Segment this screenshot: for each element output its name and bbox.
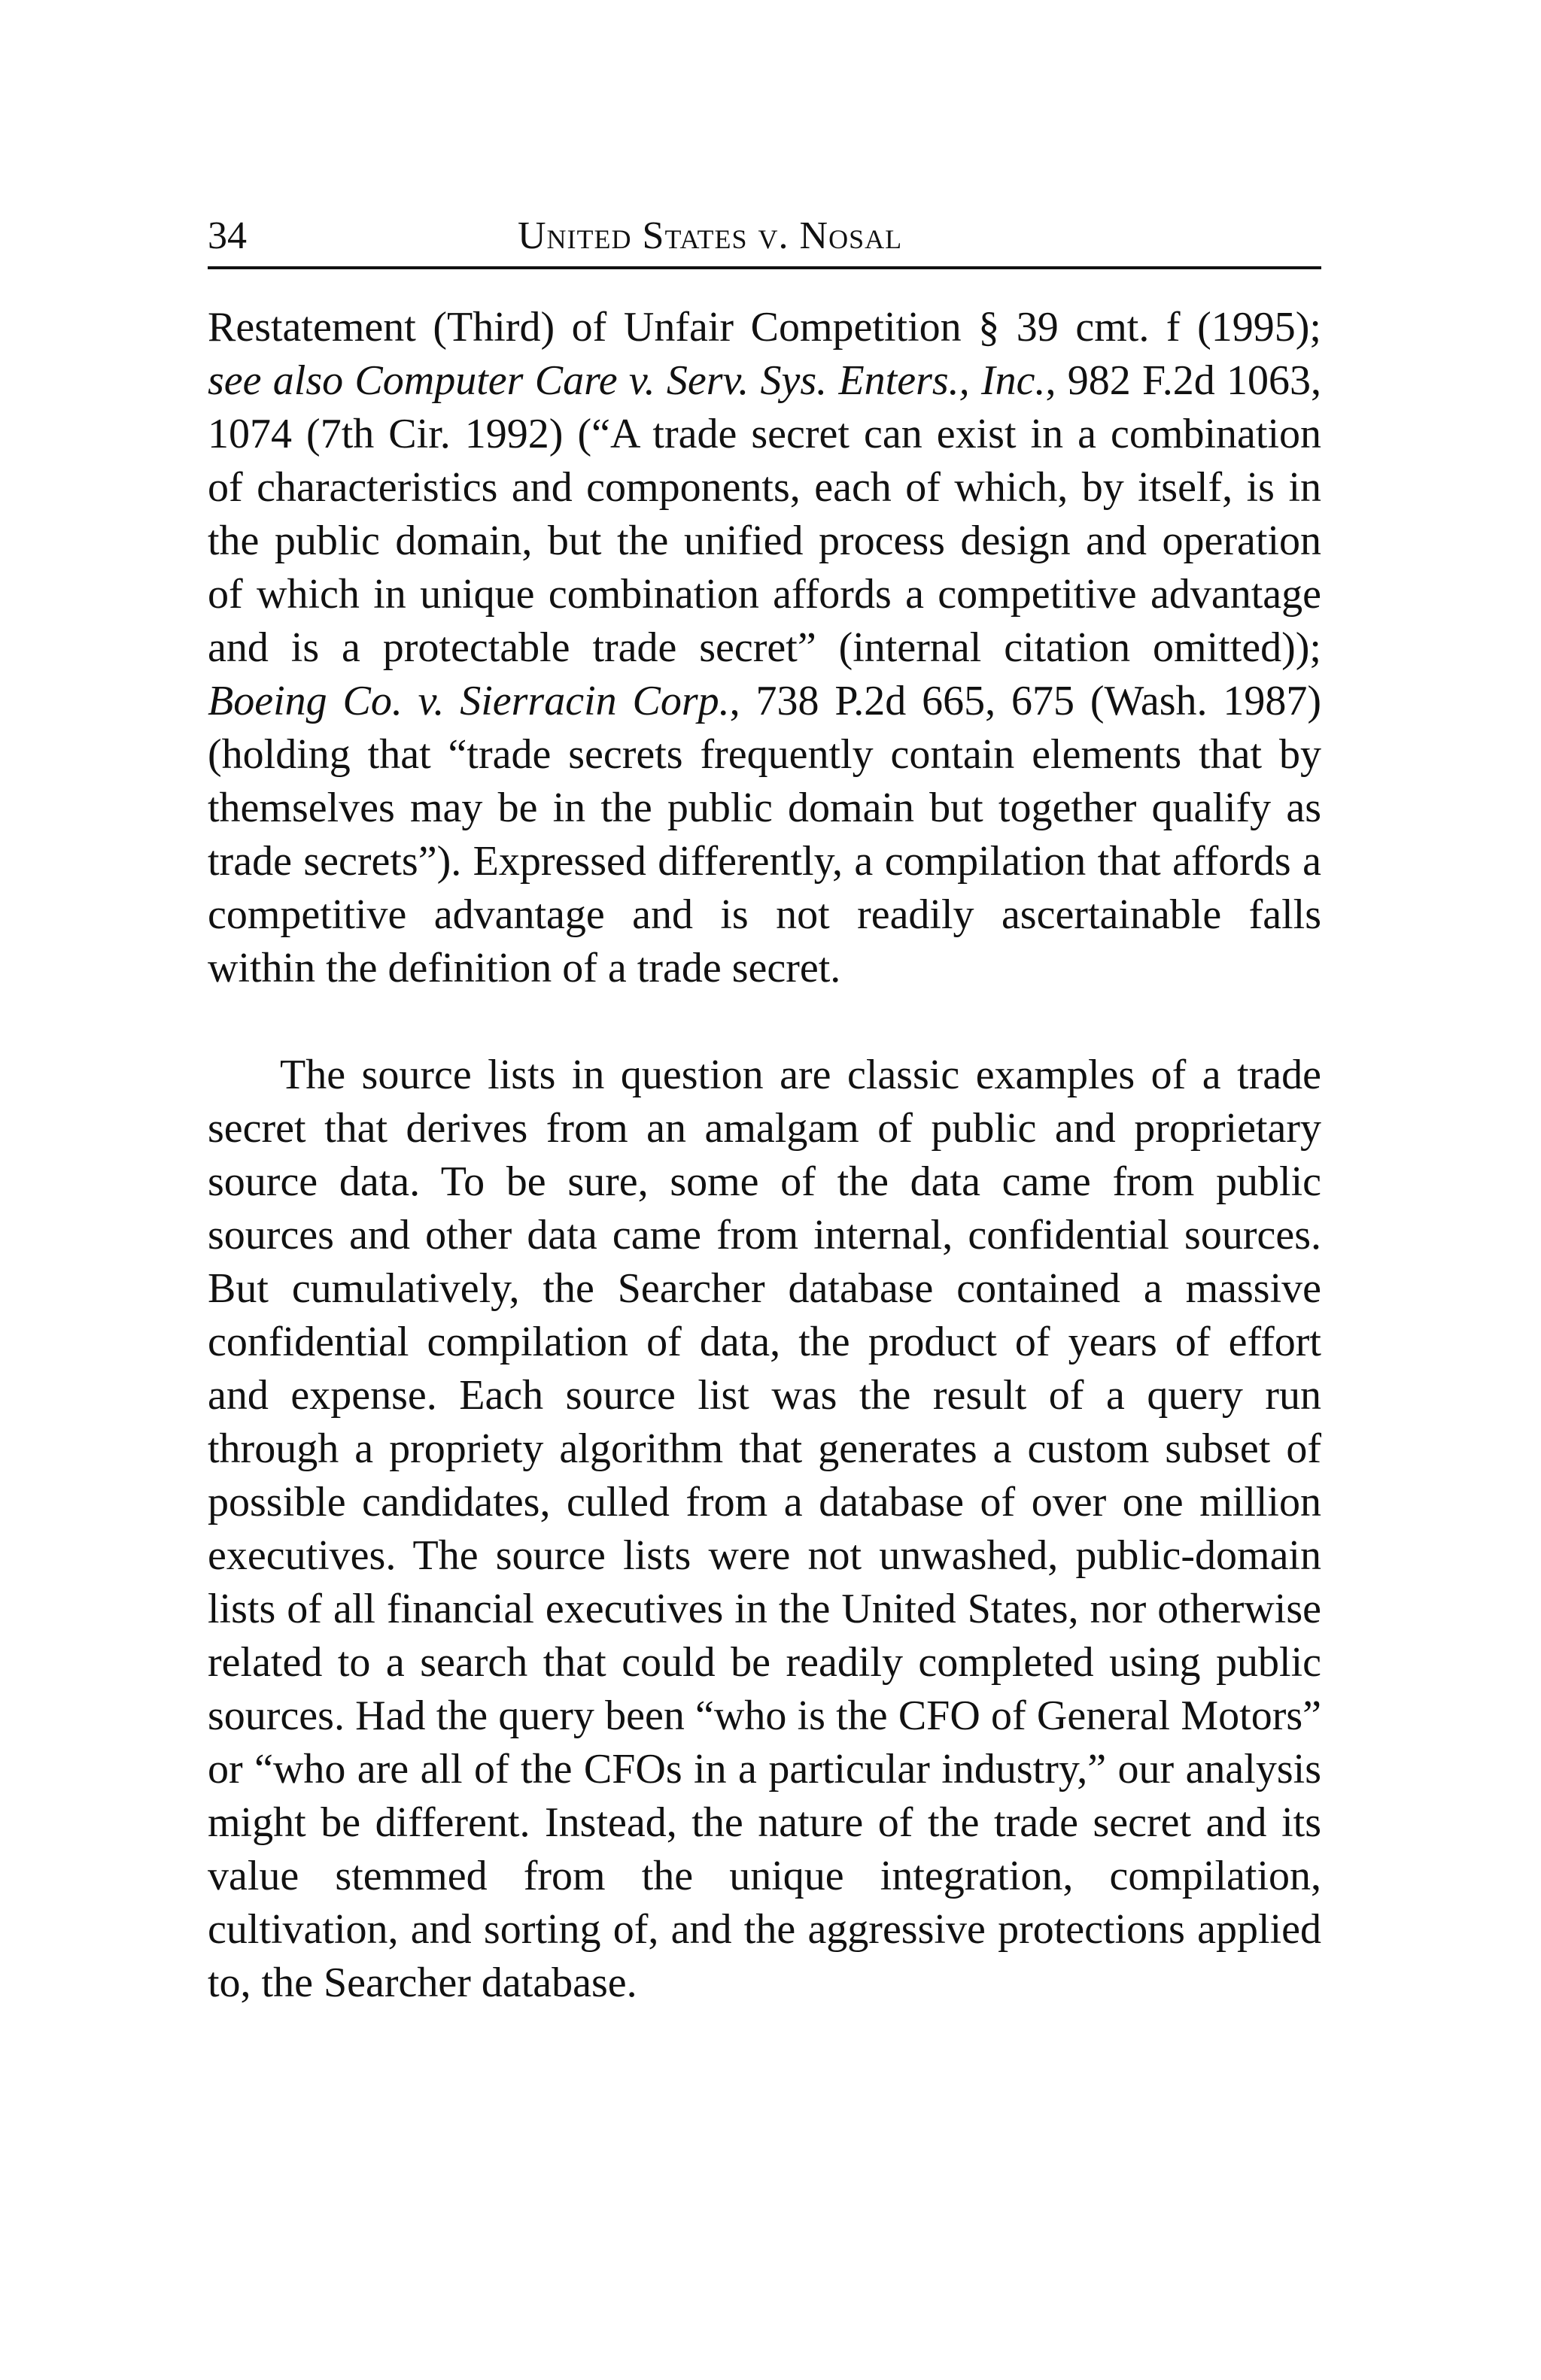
paragraph-citations <box>208 301 1321 995</box>
case-title: United States v. Nosal <box>518 214 903 257</box>
opinion-body <box>208 301 1321 2010</box>
text-segment: , 738 P.2d 665, 675 (Wash. 1987) (holding that “trade secrets frequently contain elements that by themselves may be in the public domain but together qualify as trade secrets”). Expressed differently, a compilation that affords a competitive advantage and is not readily ascertainable falls within the definition of a trade secret. <box>208 678 1321 991</box>
case-citation-italic: Boeing Co. v. Sierracin Corp. <box>208 678 730 724</box>
page-number: 34 <box>208 214 247 257</box>
text-segment: Restatement (Third) of Unfair Competition § 39 cmt. f (1995); <box>208 304 1321 351</box>
document-page <box>208 208 1321 2010</box>
running-header <box>208 208 1321 269</box>
paragraph-source-lists: The source lists in question are classic examples of a trade secret that derives from an amalgam of public and proprietary source data. To be sure, some of the data came from public sources and other data came from internal, confidential sources. But cumulatively, the Searcher database contained a massive confidential compilation of data, the product of years of effort and expense. Each source list was the result of a query run through a propriety algorithm that generates a custom subset of possible candidates, culled from a database of over one million executives. The source lists were not unwashed, public-domain lists of all financial executives in the United States, nor otherwise related to a search that could be readily completed using public sources. Had the query been “who is the CFO of General Motors” or “who are all of the CFOs in a particular industry,” our analysis might be different. Instead, the nature of the trade secret and its value stemmed from the unique integration, compilation, cultivation, and sorting of, and the aggressive protections applied to, the Searcher database. <box>208 1052 1321 2006</box>
text-segment: , 982 F.2d 1063, 1074 (7th Cir. 1992) (“A trade secret can exist in a combination of characteristics and components, each of which, by itself, is in the public domain, but the unified process design and operation of which in unique combination affords a competitive advantage and is a protectable trade secret” (internal citation omitted)); <box>208 357 1321 671</box>
case-citation-italic: see also Computer Care v. Serv. Sys. Enters., Inc. <box>208 357 1046 404</box>
